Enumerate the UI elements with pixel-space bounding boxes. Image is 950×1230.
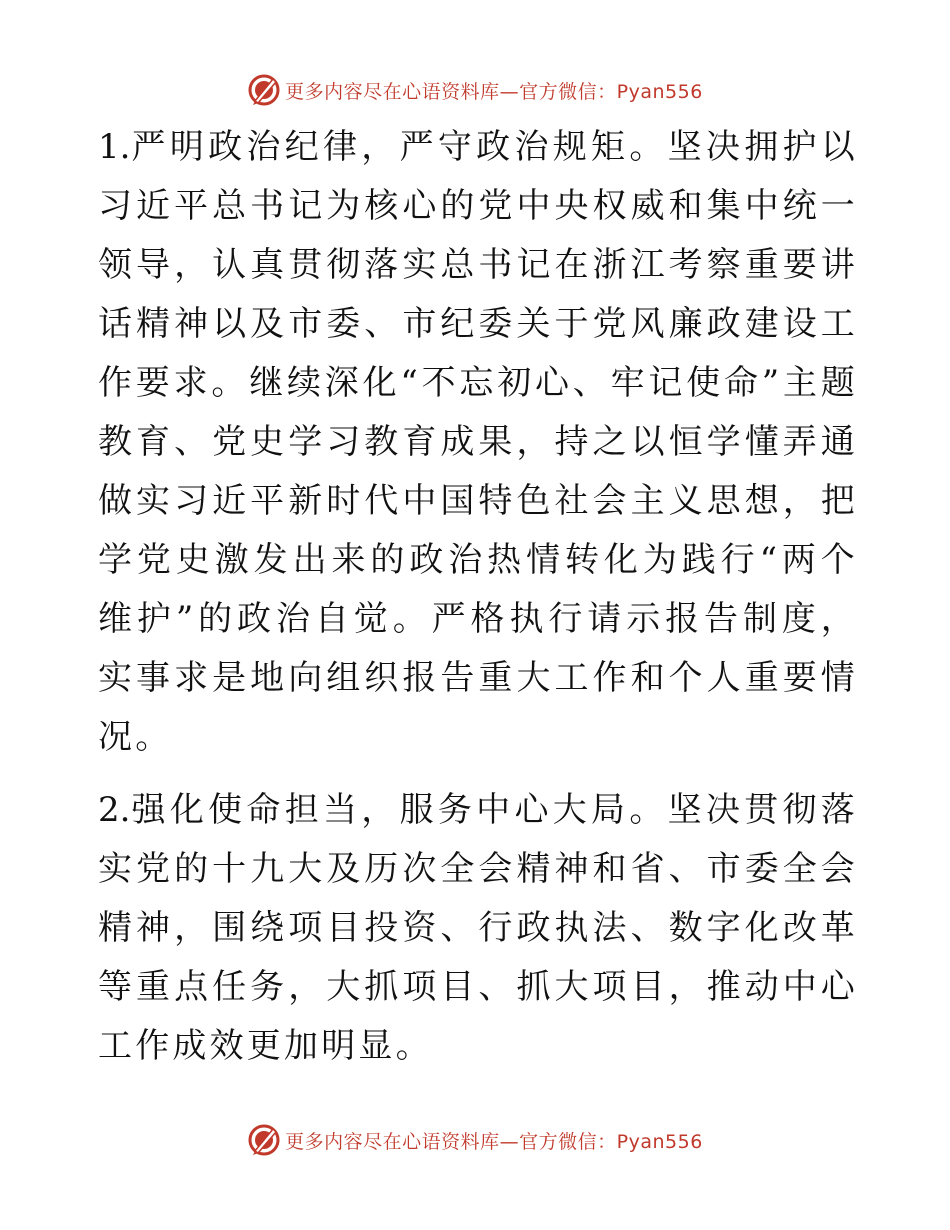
footer-banner-separator: — — [499, 1130, 520, 1153]
header-banner-main: 更多内容尽在心语资料库 — [285, 80, 500, 103]
paragraph-1 — [98, 118, 858, 767]
footer-banner — [0, 1120, 950, 1160]
footer-banner-main: 更多内容尽在心语资料库 — [285, 1130, 500, 1153]
pen-circle-logo-icon — [247, 73, 281, 107]
footer-banner-contact: 官方微信：Pyan556 — [519, 1130, 703, 1153]
paragraph-2-number: 2. — [98, 790, 131, 830]
header-banner-text — [285, 77, 703, 104]
document-body — [98, 118, 858, 1090]
header-banner — [0, 70, 950, 110]
header-banner-separator: — — [499, 80, 520, 103]
paragraph-2 — [98, 781, 858, 1076]
header-banner-contact: 官方微信：Pyan556 — [519, 80, 703, 103]
paragraph-1-text: 严明政治纪律，严守政治规矩。坚决拥护以习近平总书记为核心的党中央权威和集中统一领导，认真贯彻落实总书记在浙江考察重要讲话精神以及市委、市纪委关于党风廉政建设工作要求。继续深化“不忘初心、牢记使命”主题教育、党史学习教育成果，持之以恒学懂弄通做实习近平新时代中国特色社会主义思想，把学党史激发出来的政治热情转化为践行“两个维护”的政治自觉。严格执行请示报告制度，实事求是地向组织报告重大工作和个人重要情况。 — [98, 127, 858, 757]
paragraph-1-number: 1. — [98, 127, 131, 167]
footer-banner-text — [285, 1127, 703, 1154]
pen-circle-logo-icon — [247, 1123, 281, 1157]
paragraph-2-text: 强化使命担当，服务中心大局。坚决贯彻落实党的十九大及历次全会精神和省、市委全会精神，围绕项目投资、行政执法、数字化改革等重点任务，大抓项目、抓大项目，推动中心工作成效更加明显。 — [98, 790, 858, 1066]
